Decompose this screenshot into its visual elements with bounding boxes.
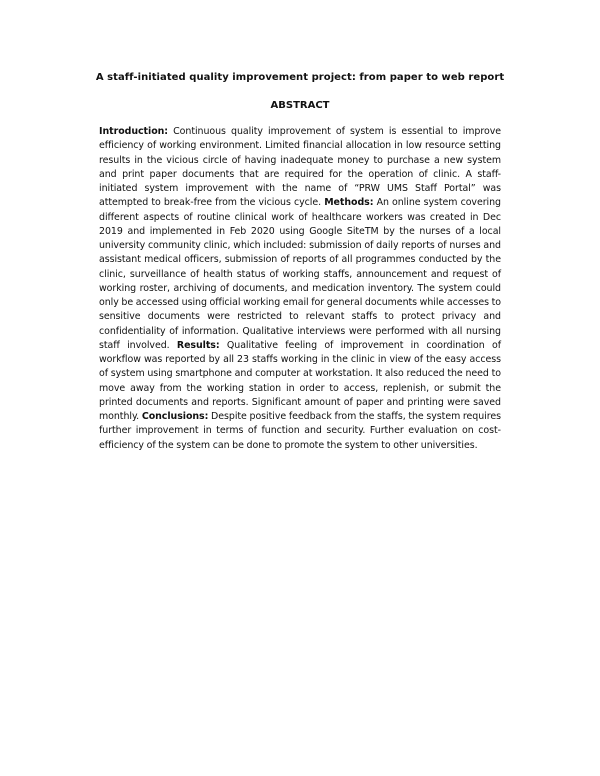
- results-text: Qualitative feeling of improvement in coordination of workflow was reported by all 23 staffs working in the clinic in view of the easy access of system using smartphone and computer at workstation. It also reduced the need to move away from the working station in order to access, replenish, or submit the printed documents and reports. Significant amount of paper and printing were saved monthly.: [99, 339, 501, 422]
- conclusions-label: Conclusions:: [141, 411, 209, 422]
- paper-title: A staff-initiated quality improvement project: from paper to web report: [95, 72, 505, 83]
- abstract-body: [99, 125, 501, 453]
- conclusions-text: Despite positive feedback from the staffs, the system requires further improvement in terms of function and security. Further evaluation on cost-efficiency of the system can be done to promote the system to other universities.: [99, 411, 501, 451]
- introduction-label: Introduction:: [99, 126, 169, 137]
- introduction-text: Continuous quality improvement of system is essential to improve efficiency of working environment. Limited financial allocation in low resource setting results in the vicious circle of having inadequate money to purchase a new system and print paper documents that are required for the operation of clinic. A staff-initiated system improvement with the name of “PRW UMS Staff Portal” was attempted to break-free from the vicious cycle.: [99, 126, 501, 209]
- abstract-heading: ABSTRACT: [270, 100, 330, 111]
- methods-label: Methods:: [324, 197, 374, 209]
- methods-text: An online system covering different aspects of routine clinical work of healthcare workers was created in Dec 2019 and implemented in Feb 2020 using Google SiteTM by the nurses of a local university community clinic, which included: submission of daily reports of nurses and assistant medical officers, submission of reports of all programmes conducted by the clinic, surveillance of health status of working staffs, announcement and request of working roster, archiving of documents, and medication inventory. The system could only be accessed using official working email for general documents while accesses to sensitive documents were restricted to relevant staffs to protect privacy and confidentiality of information. Qualitative interviews were performed with all nursing staff involved.: [99, 197, 501, 351]
- results-label: Results:: [176, 339, 220, 351]
